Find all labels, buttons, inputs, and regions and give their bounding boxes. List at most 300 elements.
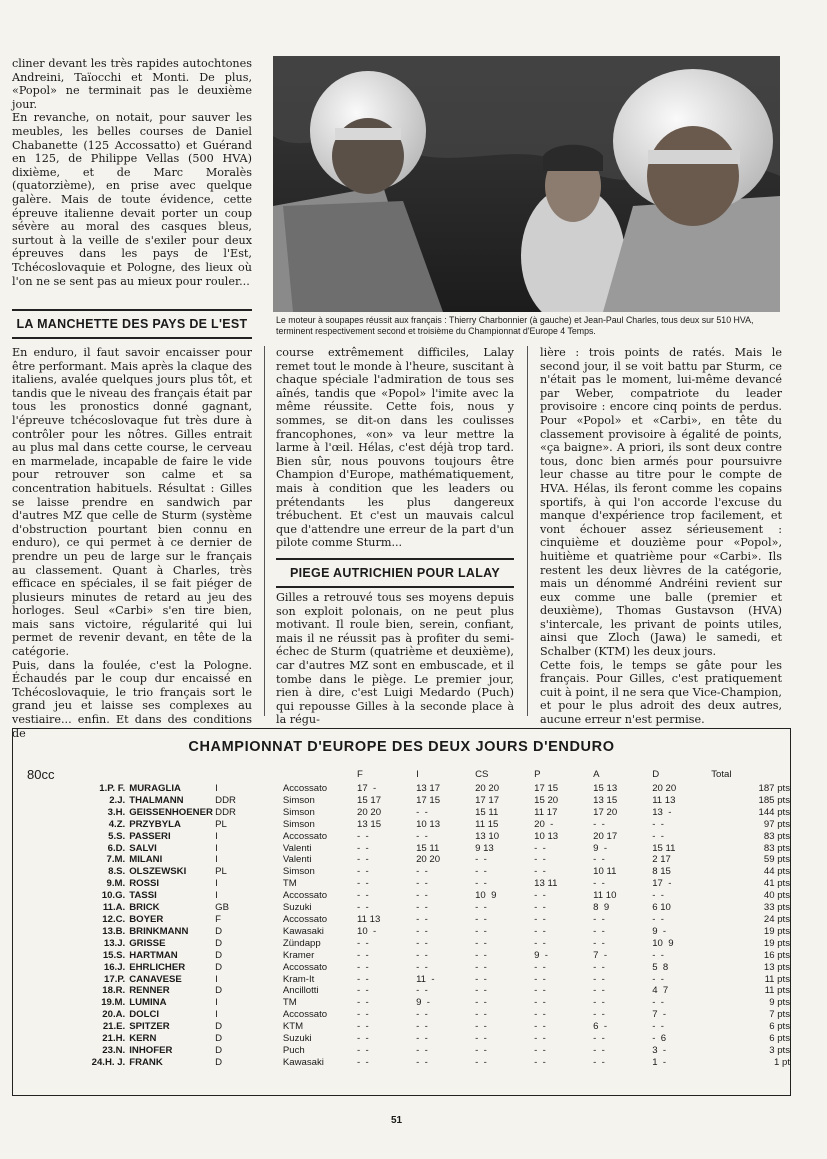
table-row: [27, 997, 790, 1009]
section-title-left: LA MANCHETTE DES PAYS DE L'EST: [12, 309, 252, 339]
round-score: - -: [357, 937, 369, 949]
round-score: - -: [534, 1021, 546, 1033]
column-header: CS: [475, 769, 489, 781]
round-score: 11 13: [357, 913, 381, 925]
round-score: - -: [416, 866, 428, 878]
column-header: P: [534, 769, 541, 781]
round-score: - -: [475, 997, 487, 1009]
rider-rank: 17.P.: [104, 973, 126, 985]
rider-machine: TM: [282, 997, 297, 1009]
round-score: - -: [416, 878, 428, 890]
round-score: - -: [475, 985, 487, 997]
table-row: [27, 783, 790, 795]
rider-photo: [273, 56, 780, 312]
total-points: 24 pts: [763, 913, 790, 925]
round-score: - -: [475, 1033, 487, 1045]
round-score: 10 13: [534, 830, 559, 842]
round-score: - -: [416, 949, 428, 961]
round-score: - -: [475, 902, 487, 914]
rider-name: MILANI: [129, 854, 163, 866]
rider-machine: Kram-It: [282, 973, 315, 985]
round-score: - -: [357, 1021, 369, 1033]
rider-nation: I: [215, 1009, 218, 1021]
round-score: - -: [534, 925, 546, 937]
round-score: 10 9: [652, 937, 674, 949]
total-points: 1 pt: [773, 1056, 790, 1068]
paragraph: Gilles a retrouvé tous ses moyens depuis son exploit polonais, on ne peut plus motivant. Il roule bien, serein, confiant, mais il ne réussit pas à profiter du semi-échec de Sturm (quatrième et deuxième), car d'autres MZ sont en embuscade, et il tombe dans le piège. Le premier jour, rien à dire, c'est Luigi Medardo (Puch) qui repousse Gilles à la seconde place à la régu-: [276, 591, 514, 727]
round-score: - -: [593, 854, 605, 866]
rider-machine: Accossato: [282, 783, 328, 794]
round-score: - -: [593, 913, 605, 925]
table-row: [27, 843, 790, 855]
round-score: - -: [534, 985, 546, 997]
round-score: 9 -: [593, 842, 608, 854]
round-score: 10 -: [357, 925, 377, 937]
round-score: 13 10: [475, 830, 500, 842]
rider-nation: D: [215, 1021, 223, 1033]
round-score: 17 -: [357, 783, 377, 794]
rider-nation: I: [215, 783, 218, 794]
round-score: - -: [593, 985, 605, 997]
round-score: - -: [416, 830, 428, 842]
round-score: - -: [357, 842, 369, 854]
paragraph: En revanche, on notait, pour sauver les meubles, les belles courses de Daniel Chabanette (125 Accossatto) et Guérand en 125, de Philippe Vellas (500 HVA) dixième, et de Marc Moralès (quatorzième), en prise avec quelque galère. Mais de toute évidence, cette épreuve italienne devait porter un coup sévère au moral des casques bleus, surtout à la veille de s'exiler pour deux épreuves dans les pays de l'Est, Tchécoslovaquie et Pologne, des lieux où l'on ne se sent pas au mieux pour rouler...: [12, 111, 252, 288]
rider-name: PASSERI: [129, 830, 171, 842]
rider-name: FRANK: [129, 1056, 163, 1068]
rider-rank: 12.C.: [102, 913, 126, 925]
round-score: - -: [593, 1044, 605, 1056]
round-score: 9 -: [652, 925, 667, 937]
left-column: [12, 346, 252, 740]
rider-rank: 20.A.: [102, 1009, 126, 1021]
rider-machine: Puch: [282, 1044, 305, 1056]
round-score: - -: [534, 997, 546, 1009]
round-score: 10 11: [593, 866, 617, 878]
total-points: 19 pts: [763, 937, 790, 949]
total-points: 97 pts: [763, 818, 790, 830]
round-score: 6 -: [593, 1021, 608, 1033]
right-column: [540, 346, 782, 727]
round-score: 13 15: [357, 818, 382, 830]
round-score: 11 15: [475, 818, 499, 830]
round-score: 8 9: [593, 902, 610, 914]
round-score: 20 20: [475, 783, 500, 794]
total-points: 185 pts: [758, 794, 790, 806]
rider-rank: 15.S.: [102, 949, 126, 961]
round-score: - -: [534, 1044, 546, 1056]
round-score: - -: [357, 1033, 369, 1045]
total-points: 11 pts: [764, 985, 790, 997]
round-score: - -: [652, 890, 664, 902]
round-score: - -: [652, 949, 664, 961]
round-score: - -: [593, 937, 605, 949]
round-score: - -: [534, 1009, 546, 1021]
round-score: - -: [416, 937, 428, 949]
total-points: 33 pts: [763, 902, 790, 914]
table-row: [27, 962, 790, 974]
paragraph: Cette fois, le temps se gâte pour les français. Pour Gilles, c'est pratiquement cuit à point, il ne sera que Vice-Champion, et pour le plus adroit des deux autres, aucune erreur n'est permise.: [540, 658, 782, 727]
round-score: - -: [357, 866, 369, 878]
round-score: - -: [357, 854, 369, 866]
round-score: - -: [357, 985, 369, 997]
column-header: Total: [711, 769, 732, 781]
rider-name: GRISSE: [129, 937, 166, 949]
rider-name: DOLCI: [129, 1009, 160, 1021]
round-score: - -: [593, 925, 605, 937]
round-score: 13 11: [534, 878, 558, 890]
rider-machine: Simson: [282, 806, 315, 818]
table-row: [27, 854, 790, 866]
total-points: 6 pts: [769, 1033, 790, 1045]
paragraph: cliner devant les très rapides autochtones Andreini, Taïocchi et Monti. De plus, «Popol» ne terminait pas le deuxième jour.: [12, 57, 252, 111]
rider-nation: D: [215, 961, 223, 973]
rider-name: EHRLICHER: [129, 961, 186, 973]
round-score: 9 -: [534, 949, 548, 961]
round-score: 20 -: [534, 818, 554, 830]
rider-nation: D: [215, 925, 223, 937]
rider-nation: DDR: [215, 794, 236, 806]
rider-nation: D: [215, 985, 223, 997]
rider-machine: Kawasaki: [282, 925, 324, 937]
round-score: - -: [357, 830, 369, 842]
rider-rank: 7.M.: [106, 854, 126, 866]
table-row: [27, 902, 790, 914]
round-score: 15 11: [475, 806, 499, 818]
rider-nation: F: [215, 913, 222, 925]
rider-name: KERN: [129, 1033, 157, 1045]
total-points: 13 pts: [763, 961, 790, 973]
total-points: 40 pts: [763, 890, 790, 902]
round-score: - -: [475, 973, 487, 985]
round-score: - -: [534, 937, 546, 949]
rider-machine: Kawasaki: [282, 1056, 324, 1068]
rider-name: LUMINA: [129, 997, 167, 1009]
column-divider: [264, 346, 265, 716]
rider-name: TASSI: [129, 890, 157, 902]
round-score: - -: [593, 1033, 605, 1045]
round-score: - -: [357, 949, 369, 961]
round-score: 9 13: [475, 842, 494, 854]
total-points: 144 pts: [758, 806, 790, 818]
round-score: 11 10: [593, 890, 617, 902]
round-score: - -: [593, 878, 605, 890]
round-score: - -: [416, 1021, 428, 1033]
round-score: 20 17: [593, 830, 618, 842]
rider-rank: 2.J.: [109, 794, 126, 806]
total-points: 41 pts: [763, 878, 790, 890]
round-score: - -: [534, 842, 546, 854]
paragraph: lière : trois points de ratés. Mais le second jour, il se voit battu par Sturm, ce n'était pas le moment, lui-même devancé par Weber, compatriote du leader provisoire : encore cinq points de perdus. Pour «Popol» et «Carbi», en tête du classement provisoire à égalité de points, «ça baigne». A priori, ils sont deux contre tous, donc bien armés pour poursuivre leur chasse au titre pour le compte de HVA. Hélas, ils feront comme les copains sportifs, à qui l'on accorde l'excuse du manque d'expérience trop facilement, et vont échouer assez sérieusement : cinquième et douzième pour «Popol», huitième et quatrième pour «Carbi». Ils restent les deux lièvres de la catégorie, mais un dénommé Andréini revient sur eux comme une balle (premier et deuxième), Thomas Gustavson (HVA) s'intercale, les privant de points utiles, ainsi que Zloch (Jawa) le samedi, et Schalber (KTM) les deux jours.: [540, 346, 782, 659]
table-row: [27, 1021, 790, 1033]
round-score: - -: [534, 1033, 546, 1045]
rider-name: SALVI: [129, 842, 157, 854]
round-score: - -: [475, 878, 487, 890]
rider-name: BOYER: [129, 913, 164, 925]
round-score: - -: [475, 1044, 487, 1056]
total-points: 7 pts: [769, 1009, 790, 1021]
round-score: - -: [652, 1021, 664, 1033]
round-score: - -: [593, 818, 605, 830]
round-score: - 6: [652, 1033, 667, 1045]
section-title-middle: PIEGE AUTRICHIEN POUR LALAY: [276, 558, 514, 588]
round-score: - -: [593, 1009, 605, 1021]
table-row: [27, 890, 790, 902]
round-score: 3 -: [652, 1044, 667, 1056]
rider-machine: TM: [282, 878, 297, 890]
column-header: D: [652, 769, 660, 781]
rider-name: PRZYBYLA: [129, 818, 181, 830]
round-score: 11 17: [534, 806, 558, 818]
rider-nation: I: [215, 854, 218, 866]
round-score: - -: [475, 937, 487, 949]
rider-machine: Accossato: [282, 890, 328, 902]
round-score: 1 -: [652, 1056, 667, 1068]
round-score: - -: [416, 1033, 428, 1045]
rider-nation: D: [215, 937, 223, 949]
middle-column-top: [276, 346, 514, 550]
rider-rank: 18.R.: [102, 985, 126, 997]
table-row: [27, 866, 790, 878]
total-points: 83 pts: [763, 830, 790, 842]
round-score: - -: [416, 925, 428, 937]
rider-machine: Zündapp: [282, 937, 321, 949]
rider-machine: Accossato: [282, 830, 328, 842]
round-score: - -: [534, 1056, 546, 1068]
rider-name: BRICK: [129, 902, 160, 914]
rider-nation: PL: [215, 866, 227, 878]
table-header-row: [27, 767, 790, 783]
photo-image: [273, 56, 780, 312]
round-score: 11 -: [416, 973, 435, 985]
round-score: - -: [475, 854, 487, 866]
round-score: - -: [357, 973, 369, 985]
rider-nation: I: [215, 890, 218, 902]
round-score: 17 -: [652, 878, 672, 890]
round-score: - -: [357, 902, 369, 914]
round-score: - -: [593, 1056, 605, 1068]
rider-machine: Simson: [282, 866, 315, 878]
round-score: - -: [652, 997, 664, 1009]
round-score: 20 20: [652, 783, 677, 794]
class-label: 80cc: [27, 767, 55, 783]
round-score: - -: [475, 1021, 487, 1033]
round-score: - -: [652, 973, 664, 985]
round-score: 2 17: [652, 854, 671, 866]
round-score: 15 17: [357, 794, 382, 806]
round-score: - -: [475, 925, 487, 937]
middle-column-bottom: [276, 591, 514, 727]
round-score: 20 20: [357, 806, 382, 818]
rider-machine: Simson: [282, 794, 315, 806]
round-score: 15 11: [416, 842, 440, 854]
rider-nation: D: [215, 1033, 223, 1045]
round-score: - -: [475, 866, 487, 878]
rider-name: HARTMAN: [129, 949, 178, 961]
rider-rank: 13.B.: [102, 925, 126, 937]
rider-rank: 19.M.: [101, 997, 126, 1009]
total-points: 83 pts: [763, 842, 790, 854]
round-score: 8 15: [652, 866, 671, 878]
total-points: 44 pts: [763, 866, 790, 878]
total-points: 11 pts: [764, 973, 790, 985]
total-points: 16 pts: [763, 949, 790, 961]
round-score: - -: [652, 830, 664, 842]
round-score: - -: [357, 890, 369, 902]
table-row: [27, 1009, 790, 1021]
round-score: - -: [416, 985, 428, 997]
table-row: [27, 926, 790, 938]
rider-machine: Accossato: [282, 1009, 328, 1021]
round-score: 10 9: [475, 890, 497, 902]
rider-nation: PL: [215, 818, 227, 830]
rider-rank: 21.E.: [102, 1021, 126, 1033]
rider-name: SPITZER: [129, 1021, 170, 1033]
rider-rank: 4.Z.: [108, 818, 126, 830]
round-score: 15 20: [534, 794, 559, 806]
round-score: 10 13: [416, 818, 441, 830]
round-score: 15 11: [652, 842, 676, 854]
round-score: - -: [652, 818, 664, 830]
rider-nation: GB: [215, 902, 230, 914]
column-header: A: [593, 769, 600, 781]
rider-machine: Suzuki: [282, 902, 312, 914]
round-score: - -: [593, 997, 605, 1009]
rider-rank: 3.H.: [107, 806, 126, 818]
round-score: - -: [357, 1009, 369, 1021]
round-score: 11 13: [652, 794, 676, 806]
rider-machine: Accossato: [282, 961, 328, 973]
round-score: 7 -: [652, 1009, 667, 1021]
top-left-column: [12, 57, 252, 288]
rider-rank: 11.A.: [102, 902, 126, 914]
round-score: - -: [534, 902, 546, 914]
round-score: - -: [357, 878, 369, 890]
round-score: - -: [357, 1044, 369, 1056]
round-score: 17 15: [416, 794, 441, 806]
total-points: 3 pts: [769, 1044, 790, 1056]
rider-name: ROSSI: [129, 878, 160, 890]
total-points: 9 pts: [769, 997, 790, 1009]
round-score: 17 17: [475, 794, 500, 806]
round-score: - -: [534, 890, 546, 902]
table-row: [27, 807, 790, 819]
table-row: [27, 1057, 790, 1069]
results-table-box: [12, 728, 791, 1096]
paragraph: Puis, dans la foulée, c'est la Pologne. Échaudés par le coup dur encaissé en Tchécoslovaquie, le trio français sort le grand jeu et laisse ses complexes au vestiaire... enfin. Et dans des conditions de: [12, 658, 252, 740]
round-score: 15 13: [593, 783, 618, 794]
rider-rank: 13.J.: [103, 937, 126, 949]
rider-nation: I: [215, 973, 218, 985]
table-row: [27, 795, 790, 807]
rider-name: OLSZEWSKI: [129, 866, 187, 878]
round-score: - -: [416, 1044, 428, 1056]
paragraph: En enduro, il faut savoir encaisser pour être performant. Mais après la claque des italiens, avalée quelques jours plus tôt, et tandis que le niveau des français était par tous les pronostics donné gagnant, l'épreuve tchécoslovaque fut très dure à contrôler pour les nôtres. Gilles entrait au plus mal dans cette course, le cerveau en marmelade, incapable de faire le vide pour retrouver son calme et sa concentration habituels. Résultat : Gilles se laisse prendre en sandwich par d'autres MZ que celle de Sturm (système d'obstruction pourtant bien connu en enduro), ce qui permet à ce dernier de prendre un peu de large sur le français au classement. Quant à Charles, très efficace en spéciales, il se fait piéger de plusieurs minutes de retard au jeu des horloges. Seul «Carbi» s'en tire bien, mais sans victoire, régularité qui lui permet de revenir devant, en tête de la catégorie.: [12, 346, 252, 659]
round-score: 7 -: [593, 949, 608, 961]
table-row: [27, 985, 790, 997]
round-score: - -: [475, 961, 487, 973]
rider-nation: D: [215, 1056, 223, 1068]
column-divider: [527, 346, 528, 716]
column-header: I: [416, 769, 419, 781]
table-row: [27, 974, 790, 986]
rider-nation: I: [215, 830, 218, 842]
round-score: 13 15: [593, 794, 618, 806]
round-score: 20 20: [416, 854, 441, 866]
rider-machine: KTM: [282, 1021, 304, 1033]
rider-rank: 24.H. J.: [91, 1056, 126, 1068]
round-score: - -: [475, 1056, 487, 1068]
rider-name: MURAGLIA: [129, 783, 181, 794]
round-score: - -: [475, 1009, 487, 1021]
round-score: - -: [475, 913, 487, 925]
round-score: - -: [652, 913, 664, 925]
round-score: - -: [593, 973, 605, 985]
rider-nation: D: [215, 949, 223, 961]
rider-nation: I: [215, 997, 218, 1009]
round-score: 13 17: [416, 783, 441, 794]
rider-rank: 1.P. F.: [99, 783, 126, 794]
round-score: 17 20: [593, 806, 618, 818]
rider-rank: 6.D.: [107, 842, 126, 854]
round-score: - -: [534, 961, 546, 973]
round-score: 17 15: [534, 783, 559, 794]
rider-rank: 21.H.: [102, 1033, 126, 1045]
rider-rank: 8.S.: [108, 866, 126, 878]
rider-nation: DDR: [215, 806, 236, 818]
table-row: [27, 878, 790, 890]
round-score: 13 -: [652, 806, 672, 818]
round-score: 6 10: [652, 902, 671, 914]
rider-rank: 16.J.: [103, 961, 126, 973]
rider-rank: 23.N.: [102, 1044, 126, 1056]
round-score: - -: [534, 854, 546, 866]
table-row: [27, 1045, 790, 1057]
round-score: - -: [416, 1056, 428, 1068]
rider-nation: D: [215, 1044, 223, 1056]
rider-machine: Valenti: [282, 854, 312, 866]
total-points: 59 pts: [763, 854, 790, 866]
round-score: - -: [357, 1056, 369, 1068]
rider-name: INHOFER: [129, 1044, 173, 1056]
round-score: - -: [416, 890, 428, 902]
round-score: - -: [475, 949, 487, 961]
photo-caption: Le moteur à soupapes réussit aux français : Thierry Charbonnier (à gauche) et Jean-Paul Charles, tous deux sur 510 HVA, terminent respectivement second et troisième du Championnat d'Europe 4 Temps.: [276, 315, 754, 336]
total-points: 187 pts: [758, 783, 790, 794]
rider-rank: 5.S.: [108, 830, 126, 842]
rider-name: RENNER: [129, 985, 170, 997]
table-row: [27, 819, 790, 831]
table-row: [27, 1033, 790, 1045]
round-score: - -: [534, 913, 546, 925]
rider-machine: Suzuki: [282, 1033, 312, 1045]
round-score: 5 8: [652, 961, 669, 973]
table-row: [27, 938, 790, 950]
page-number: 51: [390, 1115, 403, 1126]
rider-machine: Ancillotti: [282, 985, 319, 997]
column-header: F: [357, 769, 363, 781]
round-score: - -: [534, 973, 546, 985]
rider-machine: Simson: [282, 818, 315, 830]
table-row: [27, 914, 790, 926]
round-score: 9 -: [416, 997, 430, 1009]
rider-name: GEISSENHOENER: [129, 806, 213, 818]
rider-nation: I: [215, 878, 218, 890]
round-score: - -: [416, 806, 428, 818]
round-score: - -: [416, 913, 428, 925]
paragraph: course extrêmement difficiles, Lalay remet tout le monde à l'heure, suscitant à chaque spéciale l'admiration de tous ses aînés, tandis que «Popol» l'imite avec la même réussite. Cette fois, nous y sommes, se dit-on dans les coulisses francophones, «on» va leur mettre la larme à l'œil. Hélas, c'est déjà trop tard. Bien sûr, nous pouvons toujours être Champion d'Europe, mathématiquement, mais à condition que les leaders ou prétendants les plus dangereux trébuchent. Et c'est un mauvais calcul que d'attendre une erreur de la part d'un pilote comme Sturm...: [276, 346, 514, 550]
round-score: - -: [416, 902, 428, 914]
rider-machine: Kramer: [282, 949, 315, 961]
